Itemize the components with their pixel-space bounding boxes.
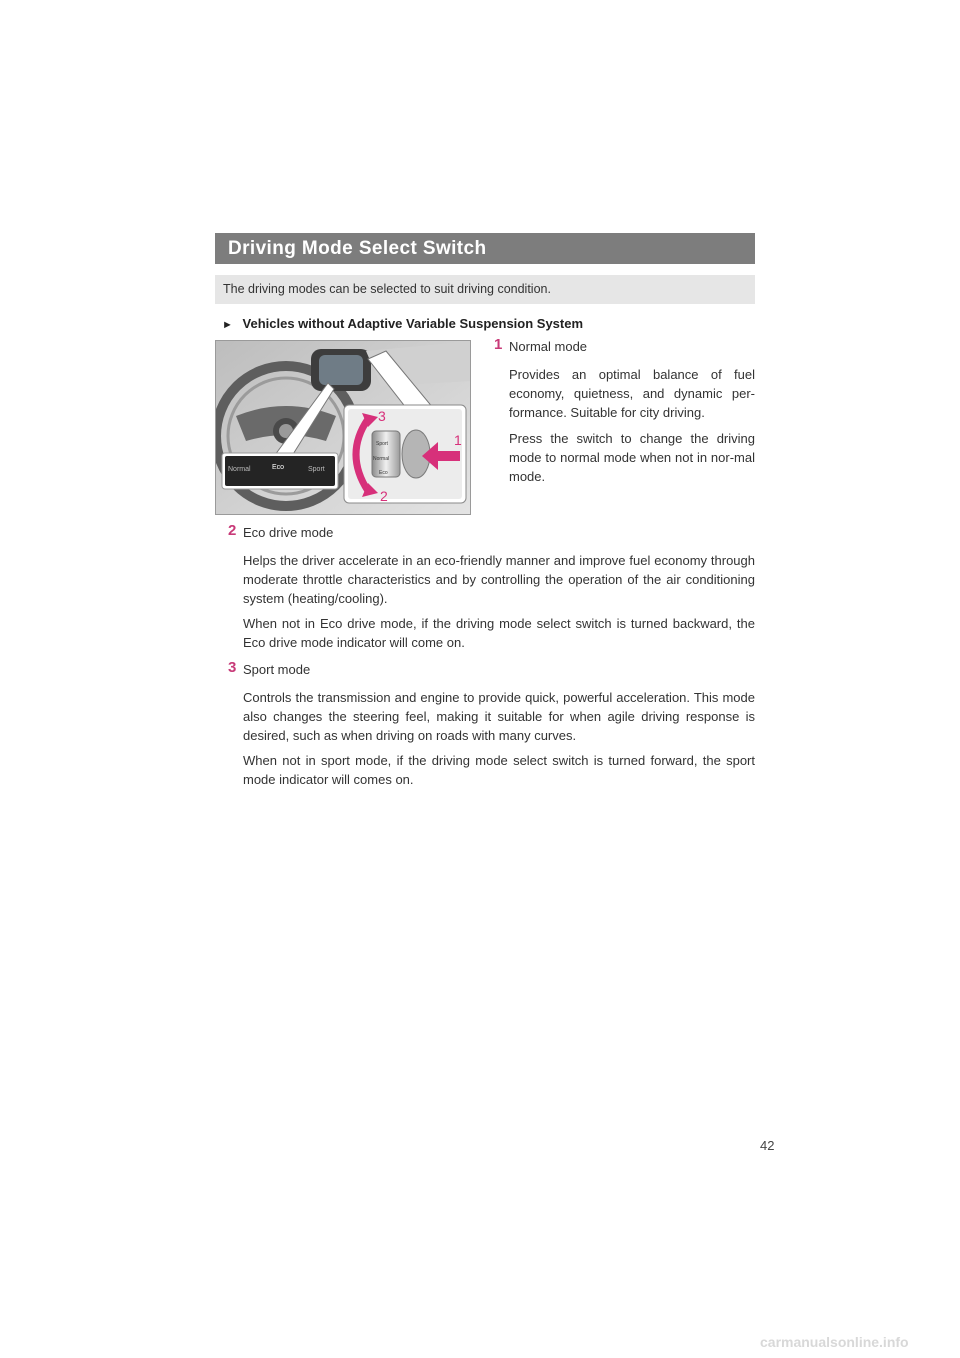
- knob-label-normal: Normal: [373, 456, 390, 462]
- item-2-paragraph-1: Helps the driver accelerate in an eco-friendly manner and improve fuel economy through moderate throttle characteristics and by controlling the operation of the air conditioning system (heating/cooling).: [243, 553, 755, 606]
- knob-label-eco: Eco: [379, 470, 388, 476]
- sub-heading-text: Vehicles without Adaptive Variable Suspension System: [242, 316, 584, 331]
- item-1-paragraph-1: Provides an optimal balance of fuel economy, quietness, and dynamic per-formance. Suitable for city driving.: [509, 367, 755, 420]
- display-label-normal: Normal: [228, 466, 251, 473]
- sub-heading: [222, 316, 583, 331]
- item-2-number: 2: [228, 522, 237, 539]
- callout-2: 2: [380, 488, 388, 504]
- driving-mode-switch-illustration: [215, 340, 471, 515]
- display-label-sport: Sport: [308, 466, 325, 473]
- page-number: 42: [760, 1138, 775, 1153]
- callout-3: 3: [378, 408, 386, 424]
- display-label-eco: Eco: [272, 464, 285, 471]
- item-3-paragraph-2: When not in sport mode, if the driving mode select switch is turned forward, the sport mode indicator will comes on.: [243, 753, 755, 787]
- item-1-number: 1: [494, 336, 503, 353]
- callout-1: 1: [454, 432, 462, 448]
- item-2-title: Eco drive mode: [243, 525, 334, 540]
- triangle-marker-icon: ►: [222, 319, 233, 331]
- item-1-paragraph-2: Press the switch to change the driving mode to normal mode when not in nor-mal mode.: [509, 431, 755, 484]
- item-3-title: Sport mode: [243, 662, 311, 677]
- item-3-paragraph-1: Controls the transmission and engine to provide quick, powerful acceleration. This mode also changes the steering feel, making it suitable for when agile driving response is desired, such as when driving on roads with many curves.: [243, 690, 755, 743]
- knob-label-sport: Sport: [376, 441, 388, 447]
- section-intro: The driving modes can be selected to suit driving condition.: [215, 275, 755, 304]
- item-3-number: 3: [228, 659, 237, 676]
- item-2-paragraph-2: When not in Eco drive mode, if the driving mode select switch is turned backward, the Eco drive mode indicator will come on.: [243, 616, 755, 650]
- watermark: carmanualsonline.info: [760, 1334, 909, 1350]
- section-title: Driving Mode Select Switch: [215, 233, 755, 264]
- item-1-title: Normal mode: [509, 339, 588, 354]
